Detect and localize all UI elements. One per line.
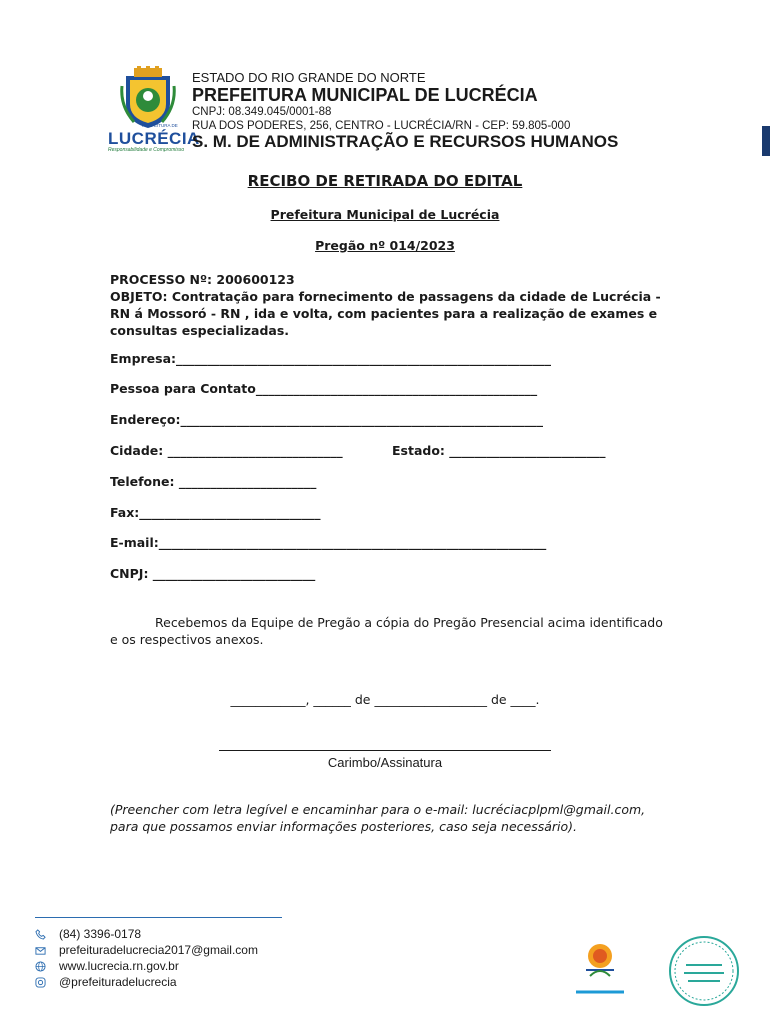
field-cidade[interactable]: Cidade: ____________________________ bbox=[110, 443, 343, 458]
instructions-note: (Preencher com letra legível e encaminhar para o e-mail: lucréciacplpml@gmail.com, para que possamos enviar informações posteriores, caso seja necessário). bbox=[110, 802, 646, 834]
field-empresa[interactable]: Empresa:____________________________________________________________ bbox=[110, 351, 552, 366]
footer-rule bbox=[35, 917, 282, 918]
field-contato[interactable]: Pessoa para Contato_____________________________________________ bbox=[110, 381, 538, 396]
recebemos-text: Recebemos da Equipe de Pregão a cópia do Pregão Presencial acima identificado e os respectivos anexos. bbox=[110, 615, 663, 647]
processo-block bbox=[110, 271, 670, 339]
footer-email[interactable]: prefeituradelucrecia2017@gmail.com bbox=[59, 943, 258, 957]
objeto-text: OBJETO: Contratação para fornecimento de passagens da cidade de Lucrécia - RN á Mossoró - RN , ida e volta, com pacientes para a realização de exames e consultas especializadas. bbox=[110, 289, 661, 338]
signature-caption: Carimbo/Assinatura bbox=[327, 755, 443, 770]
logo-prefeitura-text: PREFEITURA DE bbox=[142, 123, 178, 128]
mail-icon bbox=[35, 945, 46, 956]
header-cnpj: CNPJ: 08.349.045/0001-88 bbox=[192, 106, 332, 118]
field-telefone[interactable]: Telefone: ______________________ bbox=[110, 474, 317, 489]
footer-instagram-row bbox=[35, 975, 177, 989]
side-tab-marker bbox=[762, 126, 770, 156]
footer-email-row bbox=[35, 943, 258, 957]
document-title: RECIBO DE RETIRADA DO EDITAL bbox=[247, 172, 523, 190]
document-pregao: Pregão nº 014/2023 bbox=[315, 238, 455, 253]
field-cnpj[interactable]: CNPJ: __________________________ bbox=[110, 566, 316, 581]
document-org: Prefeitura Municipal de Lucrécia bbox=[270, 207, 500, 222]
field-email[interactable]: E-mail:______________________________________________________________ bbox=[110, 535, 547, 550]
footer-site-row bbox=[35, 959, 179, 973]
field-fax[interactable]: Fax:_____________________________ bbox=[110, 505, 321, 520]
globe-icon bbox=[35, 961, 46, 972]
municipal-crest-logo bbox=[120, 66, 176, 130]
header-prefeitura: PREFEITURA MUNICIPAL DE LUCRÉCIA bbox=[192, 85, 538, 105]
footer-phone-row bbox=[35, 927, 141, 941]
prefeito-amigo-crianca-badge bbox=[668, 935, 740, 1007]
header-address: RUA DOS PODERES, 256, CENTRO - LUCRÉCIA/RN - CEP: 59.805-000 bbox=[192, 120, 571, 132]
logo-wordmark: LUCRÉCIA bbox=[108, 129, 200, 148]
footer-site[interactable]: www.lucrecia.rn.gov.br bbox=[59, 959, 179, 973]
header-secretaria: S. M. DE ADMINISTRAÇÃO E RECURSOS HUMANOS bbox=[192, 132, 619, 151]
processo-number: PROCESSO Nº: 200600123 bbox=[110, 272, 295, 287]
footer-instagram[interactable]: @prefeituradelucrecia bbox=[59, 975, 177, 989]
unicef-seal-badge bbox=[566, 930, 634, 998]
header-estado: ESTADO DO RIO GRANDE DO NORTE bbox=[192, 70, 426, 85]
field-estado[interactable]: Estado: _________________________ bbox=[392, 443, 606, 458]
date-line[interactable]: ____________, ______ de __________________ de ____. bbox=[230, 692, 540, 707]
field-endereco[interactable]: Endereço:__________________________________________________________ bbox=[110, 412, 544, 427]
recebemos-paragraph bbox=[110, 614, 670, 648]
phone-icon bbox=[35, 929, 46, 940]
footer-phone: (84) 3396-0178 bbox=[59, 927, 142, 941]
signature-line[interactable] bbox=[219, 750, 551, 751]
instagram-icon bbox=[35, 977, 46, 988]
logo-tagline: Responsabilidade e Compromisso bbox=[108, 147, 185, 153]
